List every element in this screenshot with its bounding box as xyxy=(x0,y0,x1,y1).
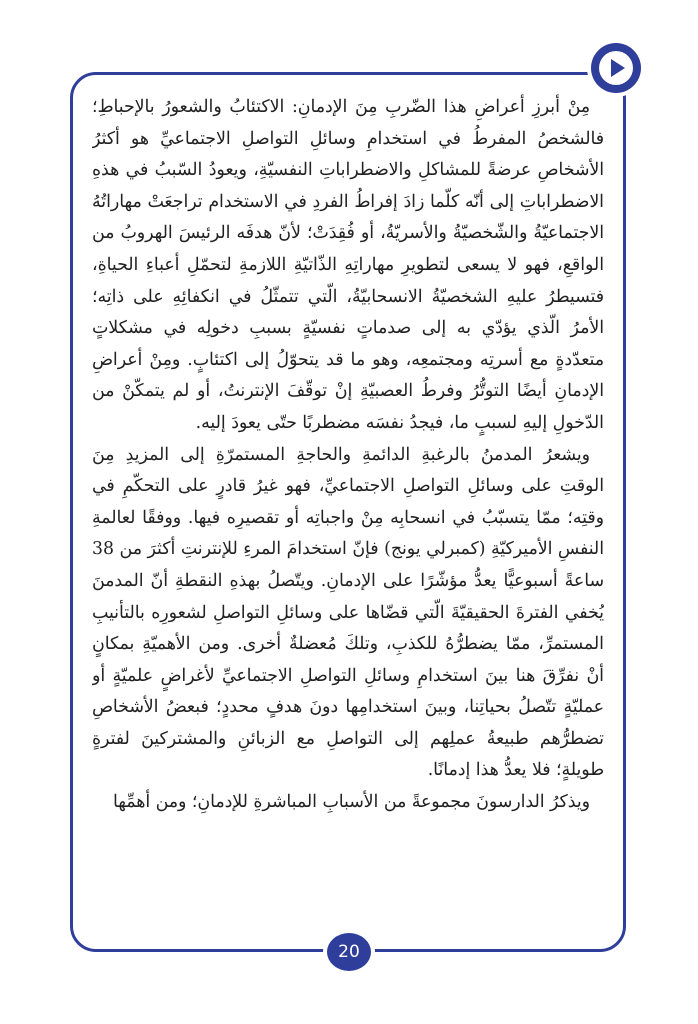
paragraph-3: ويذكرُ الدارسونَ مجموعةً من الأسبابِ المباشرةِ للإدمانِ؛ ومن أهمِّها xyxy=(113,792,590,813)
paragraph-1: مِنْ أبرزِ أعراضِ هذا الضّربِ مِنَ الإدمانِ: الاكتئابُ والشعورُ بالإحباطِ؛ فالشخصُ المفرطُ في استخدامِ وسائلِ التواصلِ الاجتماعيِّ هو أكثرُ الأشخاصِ عرضةً للمشاكلِ والاضطراباتِ النفسيّةِ، ويعودُ السّببُ في هذهِ الاضطراباتِ إلى أنّه كلّما زادَ إفراطُ الفردِ في الاستخدام تراجعَتْ مهاراتُهُ الاجتماعيّةُ والشّخصيّةُ والأسريّةُ، أو فُقِدَتْ؛ لأنّ هدفَه الرئيسَ الهروبُ من الواقعِ، فهو لا يسعى لتطويرِ مهاراتِهِ الذّاتيّةِ اللازمةِ لتحمّلِ أعباءِ الحياةِ، فتسيطرُ عليهِ الشخصيّةُ الانسحابيّةُ، الّتي تتمثّلُ في انكفائِهِ على ذاتِه؛ الأمرُ الّذي يؤدّي به إلى صدماتٍ نفسيّةٍ بسببِ دخولِه في مشكلاتٍ متعدّدةٍ مع أسرتِه ومجتمعِه، وهو ما قد يتحوّلُ إلى اكتئابٍ. ومِنْ أعراضِ الإدمانِ أيضًا التوتُّرُ وفرطُ العصبيّةِ إنْ توقّفَ الإنترنتُ، أو لم يتمكّنْ من الدّخولِ إليهِ لسببٍ ما، فيجدُ نفسَه مضطربًا حتّى يعودَ إليه. xyxy=(92,97,604,433)
body-text xyxy=(92,92,604,922)
page-number-badge xyxy=(327,933,371,971)
paragraph-2: ويشعرُ المدمنُ بالرغبةِ الدائمةِ والحاجةِ المستمرّةِ إلى المزيدِ مِنَ الوقتِ على وسائلِ التواصلِ الاجتماعيِّ، فهو غيرُ قادرٍ على التحكّمِ في وقتِه؛ ممّا يتسبّبُ في انسحابِه مِنْ واجباتِه أو تقصيرِه فيها. ووفقًا لعالمةِ النفسِ الأميركيّةِ (كمبرلي يونج) فإنّ استخدامَ المرءِ للإنترنتِ أكثرَ من 38 ساعةً أسبوعيًّا يعدُّ مؤشّرًا على الإدمانِ. ويتّصلُ بهذهِ النقطةِ أنّ المدمنَ يُخفي الفترةَ الحقيقيّةَ الّتي قضّاها على وسائلِ التواصلِ لشعورِه بالتأنيبِ المستمرِّ، ممّا يضطرُّهُ للكذبِ، وتلكَ مُعضلةٌ أخرى. ومن الأهميّةِ بمكانٍ أنْ نفرِّقَ هنا بينَ استخدامِ وسائلِ التواصلِ الاجتماعيِّ لأغراضٍ علميّةٍ أو عمليّةٍ تتّصلُ بحياتِنا، وبينَ استخدامِها دونَ هدفٍ محددٍ؛ فبعضُ الأشخاصِ تضطرُّهم طبيعةُ عملِهم إلى التواصلِ مع الزبائنِ والمشتركينَ لفترةٍ طويلةٍ؛ فلا يعدُّ هذا إدمانًا. xyxy=(92,444,604,781)
play-triangle xyxy=(611,59,625,77)
play-icon xyxy=(591,43,641,93)
page-number: 20 xyxy=(338,942,360,962)
play-icon-ring xyxy=(599,51,633,85)
